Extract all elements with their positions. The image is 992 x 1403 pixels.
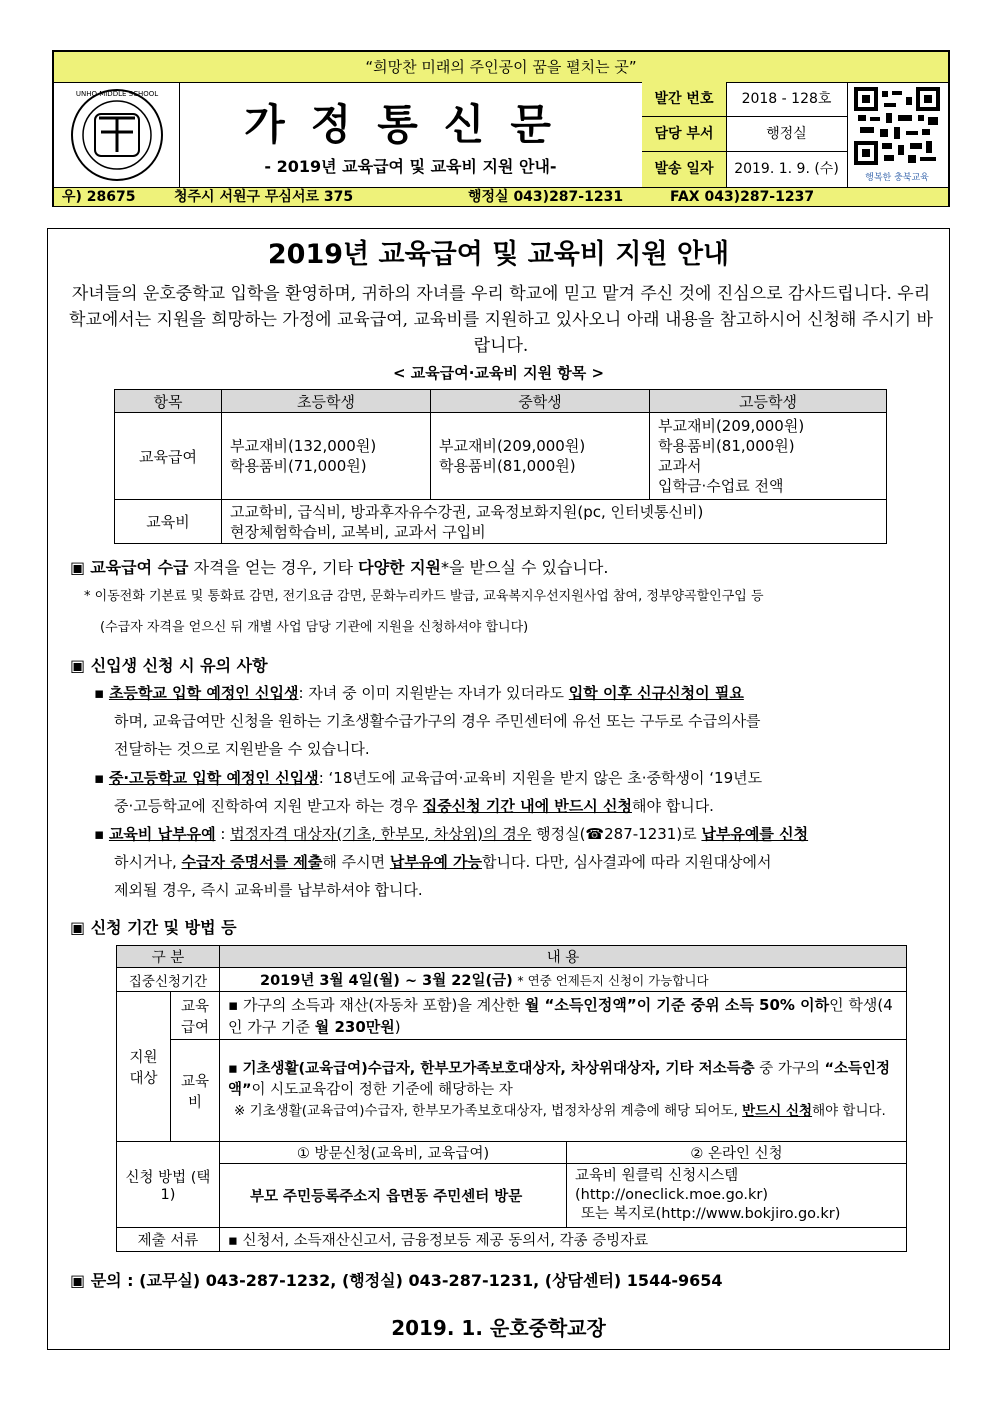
qr-code-icon <box>847 82 948 187</box>
benefit-text-a: 가구의 소득과 재산(자동차 포함)을 계산한 <box>242 995 525 1014</box>
b3-c: 하시거나, <box>114 853 182 871</box>
qr-caption: 행복한 충북교육 <box>865 173 929 183</box>
method2-head: ② 온라인 신청 <box>567 1142 907 1164</box>
square-bullet-icon: ▣ <box>70 918 91 937</box>
b3-u: 법정자격 대상자(기초, 한부모, 차상위)의 경우 <box>230 825 532 843</box>
section1-note2: (수급자 자격을 얻으신 뒤 개별 사업 담당 기관에 지원을 신청하셔야 합니다) <box>100 620 529 635</box>
meta-value: 2018 - 128호 <box>741 91 832 107</box>
b3-em3: 납부유예 가능 <box>389 853 483 871</box>
table-row <box>117 968 907 992</box>
b1-em: 입학 이후 신규신청이 필요 <box>568 684 744 702</box>
benefit-label: 교육 급여 <box>171 992 220 1040</box>
notice-title: 2019년 교육급여 및 교육비 지원 안내 <box>267 239 730 270</box>
school-slogan: “희망찬 미래의 주인공이 꿈을 펼치는 곳” <box>54 52 948 83</box>
oneclick-link[interactable]: (http://oneclick.moe.go.kr) <box>575 1187 769 1203</box>
section1-note1: * 이동전화 기본료 및 통화료 감면, 전기요금 감면, 문화누리카드 발급, 교육복지우선지원사업 참여, 정부양곡할인구입 등 <box>84 589 764 604</box>
method1-head: ① 방문신청(교육비, 교육급여) <box>220 1142 567 1164</box>
cell-line: 학용품비(81,000원) <box>439 457 576 475</box>
cell-line: 부교재비(209,000원) <box>658 417 805 435</box>
method1-text: 부모 주민등록주소지 읍면동 주민센터 방문 <box>220 1164 567 1228</box>
target-label: 지원 대상 <box>117 992 171 1142</box>
col-header: 고등학생 <box>650 390 887 413</box>
row-label: 교육비 <box>115 500 222 544</box>
support-table-caption: < 교육급여·교육비 지원 항목 > <box>392 364 605 382</box>
fax-number: FAX 043)287-1237 <box>670 189 815 205</box>
b1-lead: 초등학교 입학 예정인 신입생 <box>108 684 299 702</box>
office-phone: 행정실 043)287-1231 <box>468 189 624 205</box>
col-header: 내 용 <box>220 946 907 968</box>
notice-bullet-1 <box>94 679 946 763</box>
col-header: 중학생 <box>431 390 650 413</box>
b3-em2: 수급자 증명서를 제출 <box>181 853 323 871</box>
notice-bullet-3 <box>94 820 946 904</box>
benefit-text-b: 월 “소득인정액”이 기준 중위 소득 50% 이하 <box>524 995 830 1014</box>
expense-label: 교육 비 <box>171 1040 220 1142</box>
school-emblem-icon <box>54 82 179 187</box>
expense-note-b: 반드시 신청 <box>742 1103 813 1119</box>
col-header: 초등학생 <box>222 390 431 413</box>
table-row: 제출 서류 ▪ 신청서, 소득재산신고서, 금융정보등 제공 동의서, 각종 증빙자료 <box>117 1228 907 1252</box>
qr-code[interactable] <box>847 82 948 187</box>
sec1-a: 교육급여 수급 <box>90 558 189 577</box>
table-row <box>117 1142 907 1164</box>
table-row <box>115 413 887 500</box>
cell-line: 현장체험학습비, 교복비, 교과서 구입비 <box>230 522 486 541</box>
b2-b: 중·고등학교에 진학하여 지원 받고자 하는 경우 <box>114 797 423 815</box>
sec1-d: *을 받으실 수 있습니다. <box>441 558 609 577</box>
method2-line1: 교육비 원클릭 신청시스템 <box>575 1168 739 1184</box>
bokjiro-link[interactable]: 또는 복지로(http://www.bokjiro.go.kr) <box>581 1206 841 1222</box>
cell-line: 입학금·수업료 전액 <box>658 477 784 495</box>
meta-value: 행정실 <box>766 126 807 142</box>
square-bullet-icon: ▣ <box>70 1271 91 1290</box>
expense-text-b: 중 가구의 <box>754 1061 825 1077</box>
meta-value: 2019. 1. 9. (수) <box>734 161 839 177</box>
school-logo <box>54 82 180 187</box>
b2-a: : ‘18년도에 교육급여·교육비 지원을 받지 않은 초·중학생이 ‘19년도 <box>318 769 763 787</box>
b2-lead: 중·고등학교 입학 예정인 신입생 <box>108 769 319 787</box>
notice-bullet-2 <box>94 764 946 820</box>
newsletter-title: 가정통신문 <box>244 100 577 149</box>
meta-key: 담당 부서 <box>642 117 727 151</box>
bullet-dot-icon: ▪ <box>94 825 109 843</box>
benefit-text-d: 월 230만원 <box>314 1017 395 1036</box>
expense-text-c: “소득인정액” <box>228 1061 891 1098</box>
b1-c: 전달하는 것으로 지원받을 수 있습니다. <box>114 740 370 758</box>
cell-line: 부교재비(132,000원) <box>230 437 377 455</box>
b1-a: : 자녀 중 이미 지원받는 자녀가 있더라도 <box>298 684 569 702</box>
newsletter-subtitle: - 2019년 교육급여 및 교육비 지원 안내- <box>264 157 557 176</box>
street-address: 청주시 서원구 무심서로 375 <box>174 189 354 205</box>
col-header: 항목 <box>115 390 222 413</box>
expense-note-a: ※ 기초생활(교육급여)수급자, 한부모가족보호대상자, 법정차상위 계층에 해당 되어도, <box>234 1103 743 1119</box>
meta-key: 발간 번호 <box>642 82 727 116</box>
period-value: 2019년 3월 4일(월) ~ 3월 22일(금) <box>260 973 513 989</box>
school-address-bar <box>54 187 948 206</box>
col-header: 구 분 <box>117 946 220 968</box>
section2-heading <box>70 653 268 676</box>
support-items-table <box>114 389 887 544</box>
postal-code: 우) 28675 <box>62 189 136 205</box>
contact-text: 문의 : (교무실) 043-287-1232, (행정실) 043-287-1231, (상담센터) 1544-9654 <box>90 1271 723 1290</box>
meta-row-date <box>642 152 847 187</box>
benefit-text-e: ) <box>394 1017 401 1036</box>
b3-b: 행정실(☎287-1231)로 <box>531 825 702 843</box>
bullet-dot-icon: ▪ <box>94 769 109 787</box>
b3-em: 납부유예를 신청 <box>701 825 809 843</box>
contact-line <box>70 1268 723 1291</box>
b3-lead: 교육비 납부유예 <box>108 825 216 843</box>
notice-body <box>47 228 950 1350</box>
newsletter-header <box>52 50 950 207</box>
logo-ring-text: UNHO MIDDLE SCHOOL <box>75 90 159 98</box>
section1-heading <box>70 555 608 578</box>
application-table <box>116 945 907 1252</box>
cell-line: 교과서 <box>658 457 702 475</box>
sec1-c: 다양한 지원 <box>358 558 441 577</box>
b3-e: 합니다. 다만, 심사결과에 따라 지원대상에서 <box>482 853 772 871</box>
b2-c: 해야 합니다. <box>631 797 714 815</box>
period-label: 집중신청기간 <box>117 968 220 992</box>
meta-row-issue <box>642 82 847 117</box>
meta-key: 발송 일자 <box>642 152 727 187</box>
sec3-title: 신청 기간 및 방법 등 <box>90 918 237 937</box>
expense-text-d: 이 시도교육감이 정한 기준에 해당하는 자 <box>251 1082 513 1098</box>
b3-f: 제외될 경우, 즉시 교육비를 납부하셔야 합니다. <box>114 881 423 899</box>
principal-signature: 2019. 1. 운호중학교장 <box>391 1316 606 1340</box>
b3-a: : <box>215 825 231 843</box>
period-note: * 연중 언제든지 신청이 가능합니다 <box>517 973 709 988</box>
intro-paragraph: 자녀들의 운호중학교 입학을 환영하며, 귀하의 자녀를 우리 학교에 믿고 맡겨 주신 것에 진심으로 감사드립니다. 우리 학교에서는 지원을 희망하는 가정에 교육급여, 교육비를 지원하고 있사오니 아래 내용을 참고하시어 신청해 주시기 바랍니다. <box>69 284 933 356</box>
cell-line: 부교재비(209,000원) <box>439 437 586 455</box>
row-label: 교육급여 <box>115 413 222 500</box>
expense-note-c: 해야 합니다. <box>812 1103 886 1119</box>
b2-em: 집중신청 기간 내에 반드시 신청 <box>422 797 632 815</box>
table-row <box>115 500 887 544</box>
meta-row-dept <box>642 117 847 152</box>
table-row: 교육 비 ▪ 기초생활(교육급여)수급자, 한부모가족보호대상자, 차상위대상자, 기타 저소득층 중 가구의 “소득인정액”이 시도교육감이 정한 기준에 해당하는 자 ※ 기초생활(교육급여)수급자, 한부모가족보호대상자, 법정차상위 계층에 해당 되어도, 반드시 신청해야 합니다. <box>117 1040 907 1142</box>
b1-b: 하며, 교육급여만 신청을 원하는 기초생활수급가구의 경우 주민센터에 유선 또는 구두로 수급의사를 <box>114 712 761 730</box>
sec2-title: 신입생 신청 시 유의 사항 <box>90 656 268 675</box>
benefit-text-c: 인 학생(4인 가구 기준 <box>228 995 893 1036</box>
cell-line: 학용품비(81,000원) <box>658 437 795 455</box>
table-row: 지원 대상 교육 급여 ▪ 가구의 소득과 재산(자동차 포함)을 계산한 월 “소득인정액”이 기준 중위 소득 50% 이하인 학생(4인 가구 기준 월 230만원) <box>117 992 907 1040</box>
b3-d: 해 주시면 <box>322 853 390 871</box>
section3-heading <box>70 915 237 938</box>
square-bullet-icon: ▣ <box>70 656 91 675</box>
title-box <box>179 82 643 187</box>
cell-line: 고교학비, 급식비, 방과후자유수강권, 교육정보화지원(pc, 인터넷통신비) <box>230 502 704 521</box>
docs-label: 제출 서류 <box>117 1228 220 1252</box>
bullet-dot-icon: ▪ <box>94 684 109 702</box>
docs-text: 신청서, 소득재산신고서, 금융정보등 제공 동의서, 각종 증빙자료 <box>242 1233 649 1249</box>
publication-meta <box>642 82 848 187</box>
sec1-b: 자격을 얻는 경우, 기타 <box>188 558 359 577</box>
expense-text-a: 기초생활(교육급여)수급자, 한부모가족보호대상자, 차상위대상자, 기타 저소득층 <box>242 1061 755 1077</box>
square-bullet-icon: ▣ <box>70 558 91 577</box>
cell-line: 학용품비(71,000원) <box>230 457 367 475</box>
table-row <box>117 1164 907 1228</box>
method-label: 신청 방법 (택1) <box>117 1142 220 1228</box>
